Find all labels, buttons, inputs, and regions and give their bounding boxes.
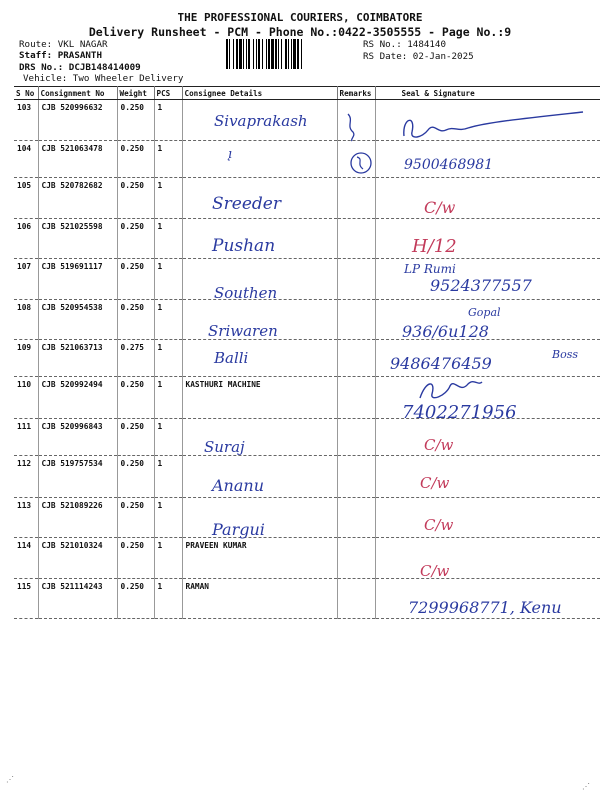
serial-cell: 108	[14, 300, 38, 340]
col-consignee: Consignee Details	[182, 87, 337, 100]
consignment-cell: CJB 520954538	[38, 300, 117, 340]
table-row	[14, 419, 600, 456]
company-title: THE PROFESSIONAL COURIERS, COIMBATORE	[177, 11, 423, 24]
serial-cell: 109	[14, 340, 38, 377]
handwritten-name: Sivaprakash	[214, 112, 308, 130]
weight-cell: 0.275	[117, 340, 154, 377]
signature-cell	[375, 498, 600, 538]
serial-cell: 110	[14, 377, 38, 419]
handwritten-phone: 9486476459	[390, 354, 492, 373]
weight-cell: 0.250	[117, 377, 154, 419]
handwritten-signature	[398, 108, 588, 144]
serial-cell: 103	[14, 100, 38, 141]
col-pcs: PCS	[154, 87, 182, 100]
rs-number: RS No.: 1484140	[363, 39, 446, 50]
pcs-cell: 1	[154, 456, 182, 498]
serial-cell: 113	[14, 498, 38, 538]
weight-cell: 0.250	[117, 100, 154, 141]
col-sno: S No	[14, 87, 38, 100]
pcs-cell: 1	[154, 300, 182, 340]
consignment-cell: CJB 520996632	[38, 100, 117, 141]
pcs-cell: 1	[154, 377, 182, 419]
weight-cell: 0.250	[117, 579, 154, 619]
weight-cell: 0.250	[117, 141, 154, 178]
remark-circle-mark	[348, 150, 374, 176]
weight-cell: 0.250	[117, 498, 154, 538]
table-row	[14, 219, 600, 259]
remarks-cell	[337, 377, 375, 419]
handwritten-signature: LP Rumi	[404, 262, 456, 276]
remark-scribble	[344, 112, 360, 142]
serial-cell: 114	[14, 538, 38, 579]
serial-cell: 112	[14, 456, 38, 498]
pcs-cell: 1	[154, 340, 182, 377]
consignee-cell	[182, 141, 337, 178]
rs-date: RS Date: 02-Jan-2025	[363, 51, 474, 62]
signature-cell	[375, 219, 600, 259]
handwritten-name: Ananu	[212, 476, 265, 495]
weight-cell: 0.250	[117, 259, 154, 300]
remarks-cell	[337, 300, 375, 340]
table-header-row	[14, 87, 600, 100]
handwritten-name: Suraj	[204, 438, 245, 456]
remarks-cell	[337, 340, 375, 377]
handwritten-remark: C/w	[420, 474, 450, 492]
consignment-cell: CJB 519757534	[38, 456, 117, 498]
pcs-cell: 1	[154, 178, 182, 219]
handwritten-name: Balli	[214, 349, 249, 367]
weight-cell: 0.250	[117, 178, 154, 219]
handwritten-phone: 7402271956	[402, 402, 517, 423]
consignee-cell: PRAVEEN KUMAR	[182, 538, 337, 579]
handwritten-remark: C/w	[420, 562, 450, 580]
consignment-cell: CJB 520992494	[38, 377, 117, 419]
serial-cell: 111	[14, 419, 38, 456]
handwritten-name: Pushan	[212, 236, 276, 256]
table-row	[14, 178, 600, 219]
scan-speck: ⋰	[6, 775, 14, 784]
scan-speck: ⋰	[582, 782, 590, 791]
handwritten-phone: 9524377557	[430, 276, 532, 295]
pcs-cell: 1	[154, 259, 182, 300]
table-row	[14, 340, 600, 377]
pcs-cell: 1	[154, 579, 182, 619]
serial-cell: 105	[14, 178, 38, 219]
consignment-cell: CJB 521063478	[38, 141, 117, 178]
consignment-cell: CJB 520996843	[38, 419, 117, 456]
remarks-cell	[337, 538, 375, 579]
consignee-cell: KASTHURI MACHINE	[182, 377, 337, 419]
consignee-cell	[182, 340, 337, 377]
weight-cell: 0.250	[117, 419, 154, 456]
consignee-cell: RAMAN	[182, 579, 337, 619]
handwritten-remark: C/w	[424, 436, 454, 454]
pcs-cell: 1	[154, 100, 182, 141]
handwritten-remark: C/w	[424, 516, 454, 534]
col-remarks: Remarks	[337, 87, 375, 100]
signature-cell	[375, 178, 600, 219]
consignment-cell: CJB 521063713	[38, 340, 117, 377]
vehicle-label: Vehicle: Two Wheeler Delivery	[23, 73, 184, 84]
consignment-cell: CJB 521089226	[38, 498, 117, 538]
handwritten-name: Sriwaren	[208, 322, 278, 340]
handwritten-phone: 936/6u128	[402, 322, 489, 341]
pcs-cell: 1	[154, 219, 182, 259]
barcode	[226, 39, 356, 69]
pcs-cell: 1	[154, 141, 182, 178]
handwritten-name: Sreeder	[212, 194, 281, 214]
runsheet-subtitle: Delivery Runsheet - PCM - Phone No.:0422-3505555 - Page No.:9	[88, 25, 512, 39]
table-row	[14, 141, 600, 178]
remarks-cell	[337, 219, 375, 259]
handwritten-phone: 9500468981	[404, 157, 494, 173]
consignment-cell: CJB 521114243	[38, 579, 117, 619]
consignment-cell: CJB 519691117	[38, 259, 117, 300]
signature-cell	[375, 538, 600, 579]
serial-cell: 106	[14, 219, 38, 259]
drs-number: DRS No.: DCJB148414009	[19, 62, 141, 73]
remarks-cell	[337, 498, 375, 538]
remarks-cell	[337, 456, 375, 498]
weight-cell: 0.250	[117, 538, 154, 579]
handwritten-remark: C/w	[424, 198, 456, 217]
weight-cell: 0.250	[117, 300, 154, 340]
table-row	[14, 498, 600, 538]
table-row	[14, 456, 600, 498]
signature-cell	[375, 456, 600, 498]
serial-cell: 104	[14, 141, 38, 178]
handwritten-phone: 7299968771, Kenu	[408, 598, 562, 617]
handwritten-signature: Gopal	[468, 306, 501, 319]
weight-cell: 0.250	[117, 456, 154, 498]
handwritten-signature	[416, 376, 486, 404]
serial-cell: 115	[14, 579, 38, 619]
handwritten-name: Southen	[214, 284, 278, 302]
weight-cell: 0.250	[117, 219, 154, 259]
pcs-cell: 1	[154, 498, 182, 538]
remarks-cell	[337, 259, 375, 300]
pcs-cell: 1	[154, 419, 182, 456]
route-label: Route: VKL NAGAR	[19, 39, 108, 50]
consignment-cell: CJB 521010324	[38, 538, 117, 579]
consignment-cell: CJB 521025598	[38, 219, 117, 259]
remarks-cell	[337, 419, 375, 456]
serial-cell: 107	[14, 259, 38, 300]
runsheet-table	[14, 86, 600, 619]
remarks-cell	[337, 579, 375, 619]
handwritten-remark: H/12	[412, 236, 457, 257]
remarks-cell	[337, 178, 375, 219]
col-seal-signature: Seal & Signature	[375, 87, 600, 100]
table-row	[14, 538, 600, 579]
col-consignment: Consignment No	[38, 87, 117, 100]
table-row	[14, 300, 600, 340]
handwritten-name: ı̨	[228, 147, 233, 162]
staff-label: Staff: PRASANTH	[19, 50, 102, 61]
col-weight: Weight	[117, 87, 154, 100]
consignment-cell: CJB 520782682	[38, 178, 117, 219]
handwritten-name: Pargui	[212, 520, 265, 539]
pcs-cell: 1	[154, 538, 182, 579]
signature-cell	[375, 419, 600, 456]
handwritten-signature: Boss	[552, 348, 578, 361]
